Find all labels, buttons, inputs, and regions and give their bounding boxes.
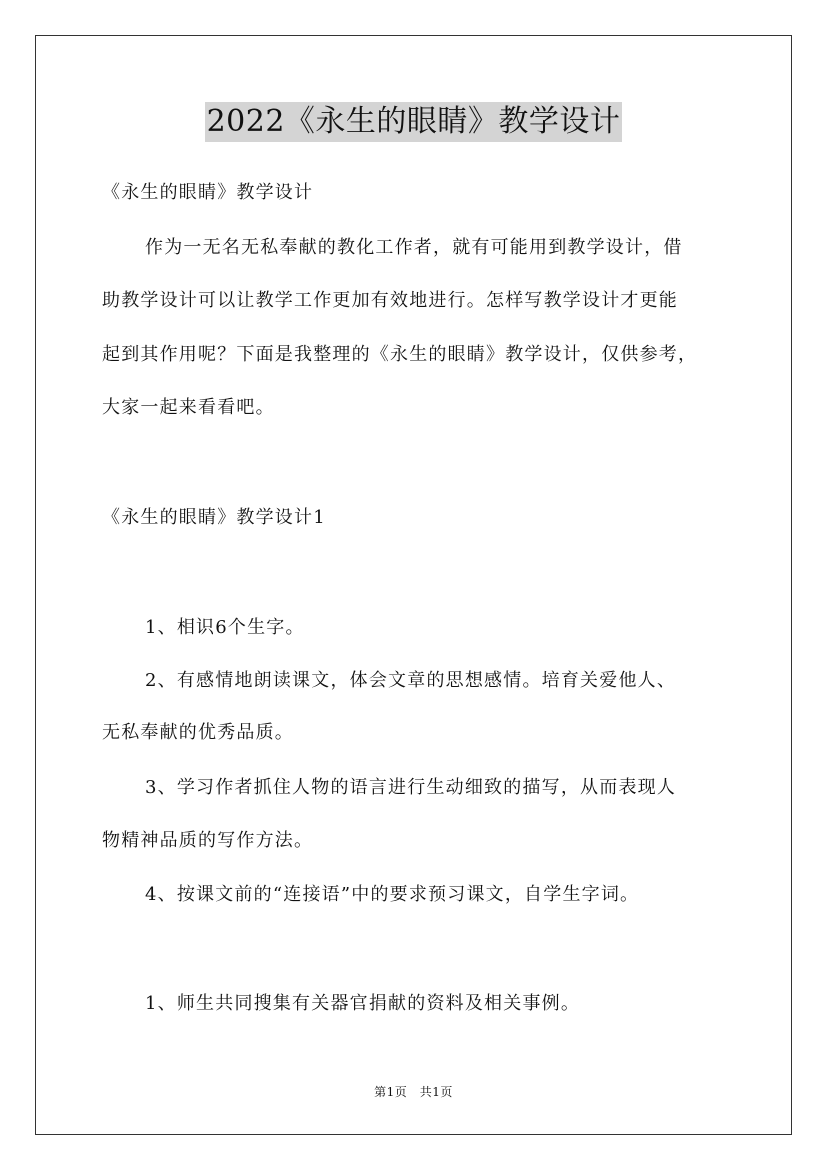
document-title: 2022《永生的眼睛》教学设计 — [205, 102, 623, 142]
document-subtitle: 《永生的眼睛》教学设计 — [102, 182, 314, 203]
goal-1: 1、相识6个生字。 — [145, 617, 305, 638]
intro-line-3: 起到其作用呢？下面是我整理的《永生的眼睛》教学设计，仅供参考， — [102, 344, 698, 365]
intro-line-2: 助教学设计可以让教学工作更加有效地进行。怎样写教学设计才更能 — [102, 290, 678, 311]
page-footer: 第1页 共1页 — [374, 1085, 453, 1099]
goal-3-line-2: 物精神品质的写作方法。 — [102, 830, 314, 851]
goal-2-line-1: 2、有感情地朗读课文，体会文章的思想感情。培育关爱他人、 — [145, 670, 677, 691]
goal-4: 4、按课文前的“连接语”中的要求预习课文，自学生字词。 — [145, 884, 640, 905]
intro-line-4: 大家一起来看看吧。 — [102, 397, 275, 418]
goal-3-line-1: 3、学习作者抓住人物的语言进行生动细致的描写，从而表现人 — [145, 777, 677, 798]
title-container — [0, 102, 827, 142]
intro-line-1: 作为一无名无私奉献的教化工作者，就有可能用到教学设计，借 — [145, 237, 683, 258]
goal-2-line-2: 无私奉献的优秀品质。 — [102, 722, 294, 743]
prep-item-1: 1、师生共同搜集有关器官捐献的资料及相关事例。 — [145, 993, 581, 1014]
section-heading-1: 《永生的眼睛》教学设计1 — [102, 507, 326, 528]
